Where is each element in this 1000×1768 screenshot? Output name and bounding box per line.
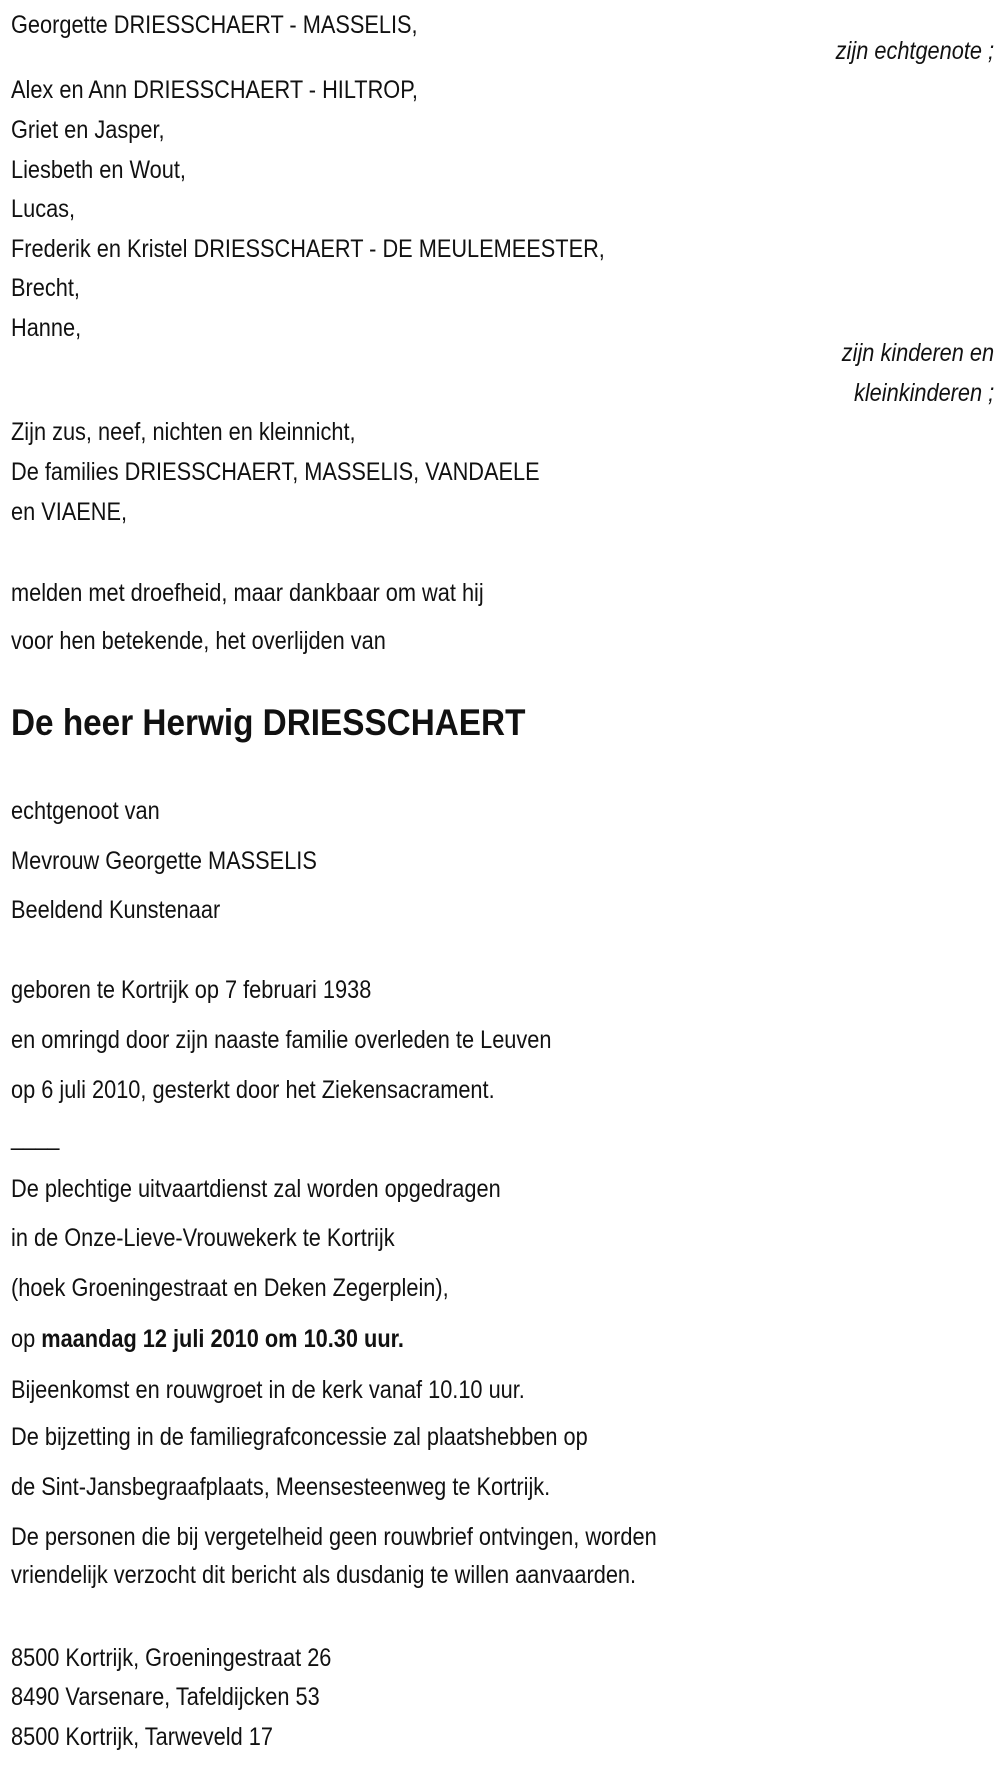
announcement-line: voor hen betekende, het overlijden van — [11, 627, 386, 655]
funeral-line: (hoek Groeningestraat en Deken Zegerplein), — [11, 1274, 449, 1302]
announcement-line: melden met droefheid, maar dankbaar om wat hij — [11, 579, 484, 607]
life-line: geboren te Kortrijk op 7 februari 1938 — [11, 976, 372, 1004]
child-line: Frederik en Kristel DRIESSCHAERT - DE MEULEMEESTER, — [11, 235, 605, 263]
address-line: 8500 Kortrijk, Groeningestraat 26 — [11, 1644, 332, 1672]
relatives-line: De families DRIESSCHAERT, MASSELIS, VANDAELE — [11, 458, 540, 486]
children-role: kleinkinderen ; — [853, 379, 994, 407]
spouse-line: Georgette DRIESSCHAERT - MASSELIS, — [11, 11, 418, 39]
spouse-role: zijn echtgenote ; — [835, 37, 994, 65]
address-line: 8490 Varsenare, Tafeldijcken 53 — [11, 1683, 320, 1711]
child-line: Brecht, — [11, 274, 80, 302]
funeral-line: De personen die bij vergetelheid geen rouwbrief ontvingen, worden — [11, 1523, 657, 1551]
date-bold: maandag 12 juli 2010 om 10.30 uur. — [41, 1325, 404, 1353]
deceased-name: De heer Herwig DRIESSCHAERT — [11, 702, 526, 743]
child-line: Hanne, — [11, 314, 82, 342]
child-line: Griet en Jasper, — [11, 116, 165, 144]
life-line: en omringd door zijn naaste familie overleden te Leuven — [11, 1026, 552, 1054]
relatives-line: en VIAENE, — [11, 498, 128, 526]
child-line: Alex en Ann DRIESSCHAERT - HILTROP, — [11, 76, 418, 104]
funeral-line: De bijzetting in de familiegrafconcessie zal plaatshebben op — [11, 1423, 588, 1451]
detail-line: Mevrouw Georgette MASSELIS — [11, 847, 317, 875]
separator: ____ — [11, 1123, 60, 1151]
funeral-line: de Sint-Jansbegraafplaats, Meensesteenweg te Kortrijk. — [11, 1473, 551, 1501]
detail-line: Beeldend Kunstenaar — [11, 896, 221, 924]
detail-line: echtgenoot van — [11, 797, 160, 825]
child-line: Lucas, — [11, 195, 76, 223]
funeral-line: vriendelijk verzocht dit bericht als dusdanig te willen aanvaarden. — [11, 1561, 637, 1589]
date-prefix: op — [11, 1325, 42, 1353]
funeral-line: De plechtige uitvaartdienst zal worden opgedragen — [11, 1175, 501, 1203]
children-role: zijn kinderen en — [841, 339, 994, 367]
funeral-line: in de Onze-Lieve-Vrouwekerk te Kortrijk — [11, 1224, 395, 1252]
life-line: op 6 juli 2010, gesterkt door het Ziekensacrament. — [11, 1076, 495, 1104]
funeral-line: Bijeenkomst en rouwgroet in de kerk vanaf 10.10 uur. — [11, 1376, 525, 1404]
funeral-date — [11, 1324, 404, 1354]
child-line: Liesbeth en Wout, — [11, 156, 186, 184]
relatives-line: Zijn zus, neef, nichten en kleinnicht, — [11, 418, 356, 446]
address-line: 8500 Kortrijk, Tarweveld 17 — [11, 1723, 273, 1751]
